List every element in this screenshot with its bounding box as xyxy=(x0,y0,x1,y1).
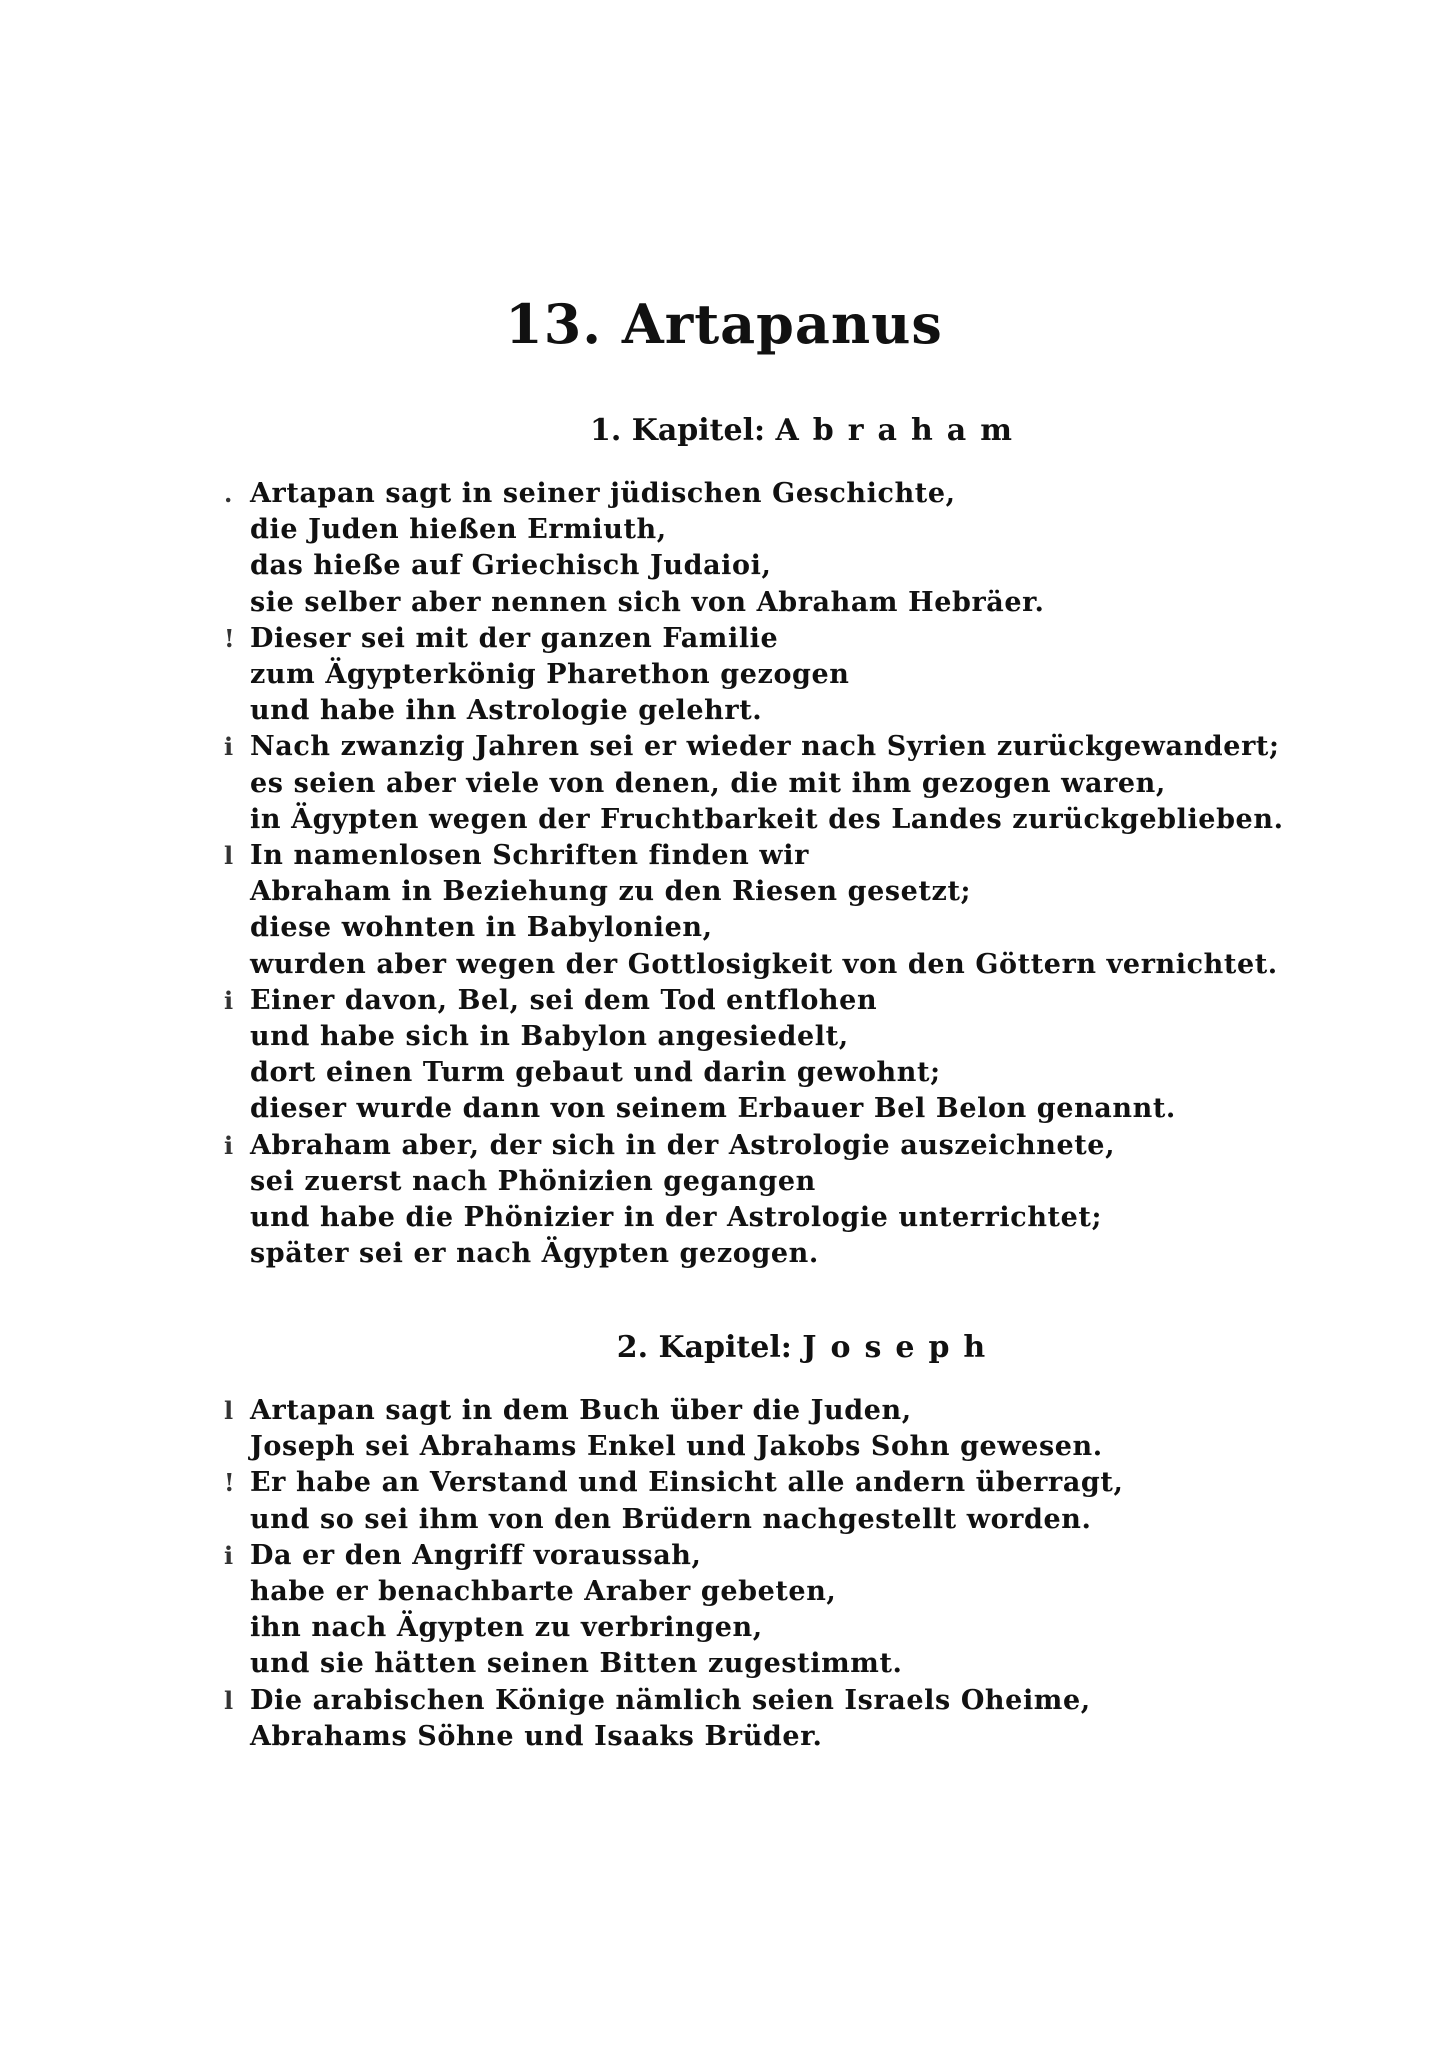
verse-line: Abraham aber, der sich in der Astrologie auszeichnete, xyxy=(250,1129,1116,1161)
verse-line: und sie hätten seinen Bitten zugestimmt. xyxy=(250,1648,903,1680)
verse-line: Abraham in Beziehung zu den Riesen gesetzt; xyxy=(250,876,972,908)
page-title: 13. Artapanus xyxy=(505,292,943,356)
verse-line: und habe ihn Astrologie gelehrt. xyxy=(250,695,763,727)
verse-line: Dieser sei mit der ganzen Familie xyxy=(250,622,779,654)
verse-number: l xyxy=(224,1396,234,1425)
chapter-heading-name: Abraham xyxy=(775,413,1026,448)
verse-line: später sei er nach Ägypten gezogen. xyxy=(250,1238,819,1270)
verse-number: ! xyxy=(224,1468,235,1498)
verse-line: wurden aber wegen der Gottlosigkeit von den Göttern vernichtet. xyxy=(250,948,1278,980)
verse-line: es seien aber viele von denen, die mit ihm gezogen waren, xyxy=(250,767,1166,799)
chapter-heading-prefix: 1. Kapitel: xyxy=(589,413,776,448)
chapter-heading-joseph xyxy=(84,1330,1448,1365)
verse-number: i xyxy=(224,1540,234,1570)
verse-line: und so sei ihm von den Brüdern nachgestellt worden. xyxy=(250,1503,1092,1535)
chapter-heading-prefix: 2. Kapitel: xyxy=(616,1330,803,1365)
verse-line: Artapan sagt in seiner jüdischen Geschichte, xyxy=(250,478,956,509)
verse-line: sie selber aber nennen sich von Abraham Hebräer. xyxy=(250,586,1045,618)
verse-number: l xyxy=(224,841,234,870)
verse-line: diese wohnten in Babylonien, xyxy=(250,912,713,944)
chapter-heading-abraham xyxy=(84,413,1448,448)
verse-line: Er habe an Verstand und Einsicht alle andern überragt, xyxy=(250,1467,1124,1499)
verse-line: Einer davon, Bel, sei dem Tod entflohen xyxy=(250,984,878,1016)
verse-line: dieser wurde dann von seinem Erbauer Bel Belon genannt. xyxy=(250,1093,1176,1125)
verse-line: die Juden hießen Ermiuth, xyxy=(250,514,667,546)
verse-number: i xyxy=(224,985,234,1015)
verse-line: ihn nach Ägypten zu verbringen, xyxy=(250,1612,763,1644)
verse-number: i xyxy=(224,1130,234,1160)
verse-line: das hieße auf Griechisch Judaioi, xyxy=(250,550,772,582)
verse-line: In namenlosen Schriften finden wir xyxy=(250,840,809,871)
chapter-heading-name: Joseph xyxy=(802,1330,1000,1365)
verse-line: in Ägypten wegen der Fruchtbarkeit des Landes zurückgeblieben. xyxy=(250,803,1284,835)
verse-number: i xyxy=(224,732,234,762)
verse-line: Die arabischen Könige nämlich seien Israels Oheime, xyxy=(250,1684,1091,1716)
verse-line: sei zuerst nach Phönizien gegangen xyxy=(250,1165,816,1197)
verse-line: und habe die Phönizier in der Astrologie unterrichtet; xyxy=(250,1202,1103,1233)
verse-line: Artapan sagt in dem Buch über die Juden, xyxy=(250,1395,912,1426)
verse-number: ! xyxy=(224,623,235,653)
verse-line: Nach zwanzig Jahren sei er wieder nach Syrien zurückgewandert; xyxy=(250,731,1280,763)
verse-line: habe er benachbarte Araber gebeten, xyxy=(250,1576,837,1607)
verse-number: . xyxy=(224,479,233,508)
verse-line: Abrahams Söhne und Isaaks Brüder. xyxy=(250,1720,823,1752)
verse-line: und habe sich in Babylon angesiedelt, xyxy=(250,1021,849,1052)
verse-number: l xyxy=(224,1685,234,1715)
verse-line: dort einen Turm gebaut und darin gewohnt; xyxy=(250,1057,941,1089)
verse-line: Joseph sei Abrahams Enkel und Jakobs Sohn gewesen. xyxy=(250,1431,1103,1463)
verse-line: zum Ägypterkönig Pharethon gezogen xyxy=(250,659,850,690)
verse-line: Da er den Angriff voraussah, xyxy=(250,1539,702,1571)
